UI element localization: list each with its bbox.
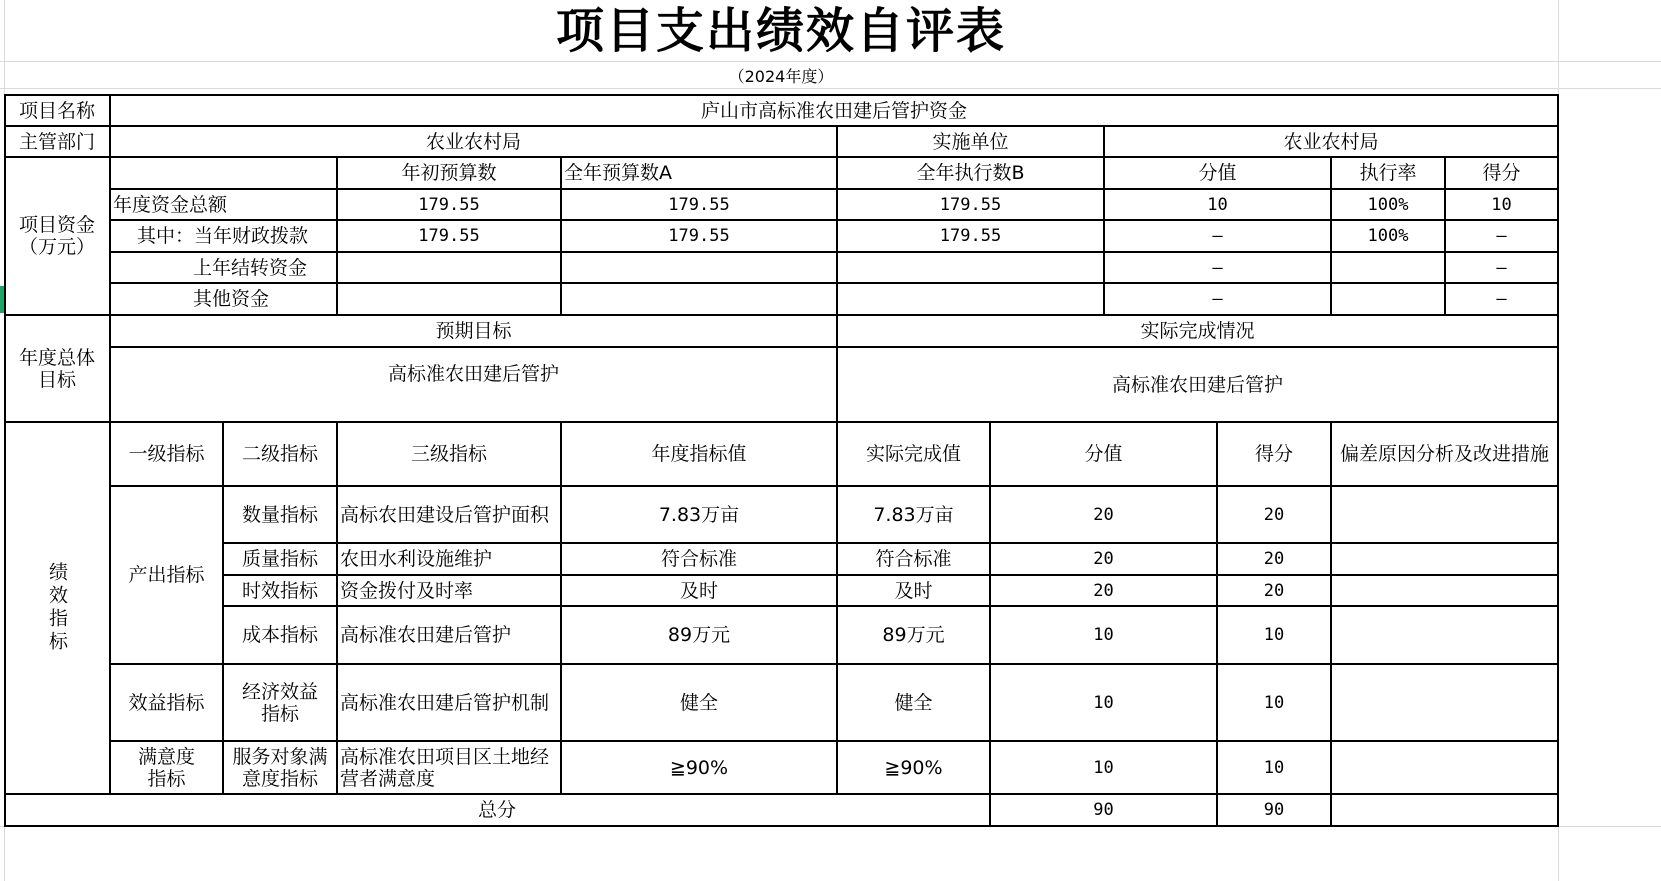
- ind-level2: 服务对象满 意度指标: [232, 745, 328, 790]
- funds-cell-score-value[interactable]: —: [1212, 226, 1223, 246]
- ind-actual[interactable]: 符合标准: [875, 548, 952, 570]
- ind-score-value[interactable]: 10: [1093, 625, 1114, 645]
- funds-cell-executed[interactable]: [837, 283, 1104, 315]
- total-note[interactable]: [1331, 794, 1558, 826]
- ind-score-value[interactable]: 10: [1093, 692, 1114, 713]
- ind-actual[interactable]: 89万元: [882, 624, 945, 646]
- funds-cell-rate[interactable]: 100%: [1367, 226, 1409, 246]
- goals-label: 年度总体 目标: [18, 346, 95, 391]
- ind-level3: 资金拨付及时率: [340, 579, 474, 602]
- funds-row-label: 上年结转资金: [193, 256, 308, 279]
- funds-label: 项目资金 （万元）: [18, 214, 95, 258]
- funds-cell-score[interactable]: —: [1496, 289, 1507, 309]
- ind-actual[interactable]: 健全: [894, 691, 933, 714]
- funds-cell-initial[interactable]: [337, 283, 561, 315]
- ind-note[interactable]: [1331, 606, 1558, 664]
- funds-cell-score-value[interactable]: —: [1212, 289, 1223, 309]
- funds-cell-initial[interactable]: 179.55: [418, 226, 480, 246]
- ind-score[interactable]: 20: [1263, 549, 1285, 569]
- page-subtitle: （2024年度）: [728, 67, 834, 86]
- funds-cell-rate[interactable]: [1331, 252, 1445, 283]
- funds-header-score: 得分: [1482, 161, 1521, 184]
- ind-header-level1: 一级指标: [128, 443, 205, 465]
- funds-header-initial: 年初预算数: [401, 161, 497, 184]
- ind-header-level2: 二级指标: [241, 443, 318, 465]
- ind-score[interactable]: 20: [1263, 580, 1285, 601]
- ind-score[interactable]: 10: [1263, 692, 1285, 713]
- ind-actual[interactable]: ≧90%: [884, 756, 943, 779]
- ind-target[interactable]: 及时: [679, 579, 718, 602]
- ind-header-score: 得分: [1254, 443, 1293, 465]
- impl-value[interactable]: 农业农村局: [1283, 130, 1379, 153]
- ind-level2: 经济效益 指标: [241, 680, 318, 725]
- ind-target[interactable]: 89万元: [667, 624, 731, 646]
- funds-row-label: 其中：当年财政拨款: [137, 225, 309, 247]
- funds-header-annual: 全年预算数A: [564, 161, 672, 184]
- total-score[interactable]: 90: [1263, 800, 1285, 820]
- funds-cell-annual[interactable]: 179.55: [668, 194, 730, 215]
- funds-row-label: 年度资金总额: [113, 193, 228, 216]
- dept-label: 主管部门: [18, 130, 95, 153]
- ind-header-target: 年度指标值: [651, 443, 747, 465]
- ind-header-actual: 实际完成值: [865, 443, 961, 465]
- ind-level2: 数量指标: [241, 503, 318, 526]
- funds-cell-executed[interactable]: [837, 252, 1104, 283]
- ind-score-value[interactable]: 10: [1093, 757, 1114, 778]
- ind-note[interactable]: [1331, 486, 1558, 543]
- ind-target[interactable]: 7.83万亩: [658, 503, 740, 526]
- ind-note[interactable]: [1331, 664, 1558, 741]
- funds-header-executed: 全年执行数B: [916, 161, 1025, 184]
- goals-actual-header: 实际完成情况: [1140, 320, 1255, 342]
- ind-level1-output: 产出指标: [128, 564, 205, 586]
- ind-score-value[interactable]: 20: [1093, 504, 1114, 525]
- funds-cell-score[interactable]: 10: [1491, 194, 1512, 215]
- ind-score-value[interactable]: 20: [1093, 580, 1114, 601]
- ind-score[interactable]: 10: [1263, 625, 1285, 645]
- project-name-label: 项目名称: [18, 99, 95, 122]
- funds-cell-executed[interactable]: 179.55: [939, 226, 1002, 246]
- funds-cell-rate[interactable]: 100%: [1367, 194, 1409, 215]
- ind-header-level3: 三级指标: [410, 443, 487, 465]
- ind-level1-benefit: 效益指标: [128, 691, 205, 714]
- ind-actual[interactable]: 及时: [894, 579, 933, 602]
- total-label: 总分: [477, 799, 516, 821]
- indicators-label: 绩效指标: [46, 562, 68, 654]
- project-name-value[interactable]: 庐山市高标准农田建后管护资金: [700, 99, 967, 122]
- ind-note[interactable]: [1331, 741, 1558, 794]
- funds-header-score-value: 分值: [1198, 161, 1237, 184]
- ind-note[interactable]: [1331, 575, 1558, 606]
- ind-level2: 质量指标: [241, 548, 318, 570]
- funds-cell-score[interactable]: —: [1496, 226, 1507, 246]
- ind-target[interactable]: 健全: [679, 691, 718, 714]
- ind-level2: 时效指标: [241, 579, 318, 602]
- ind-level1-satisfaction: 满意度 指标: [137, 745, 195, 790]
- funds-cell-score[interactable]: —: [1496, 257, 1507, 278]
- funds-cell-annual[interactable]: [561, 283, 837, 315]
- ind-score-value[interactable]: 20: [1093, 549, 1114, 569]
- ind-target[interactable]: ≧90%: [669, 756, 729, 779]
- funds-cell-rate[interactable]: [1331, 283, 1445, 315]
- ind-header-note: 偏差原因分析及改进措施: [1339, 443, 1549, 465]
- ind-score[interactable]: 10: [1263, 757, 1285, 778]
- impl-label: 实施单位: [932, 130, 1009, 153]
- ind-header-score-value: 分值: [1084, 443, 1123, 465]
- dept-value[interactable]: 农业农村局: [425, 130, 521, 153]
- goals-expected-header: 预期目标: [435, 320, 512, 342]
- ind-level3: 高标农田建设后管护面积: [340, 503, 550, 526]
- ind-level3: 高标准农田建后管护: [340, 624, 512, 646]
- ind-actual[interactable]: 7.83万亩: [873, 503, 954, 526]
- funds-cell-score-value[interactable]: 10: [1207, 194, 1228, 215]
- ind-level3: 高标准农田项目区土地经 营者满意度: [340, 745, 550, 790]
- funds-cell-initial[interactable]: 179.55: [418, 194, 480, 215]
- ind-note[interactable]: [1331, 543, 1558, 575]
- funds-row-label: 其他资金: [193, 288, 270, 310]
- total-score-value[interactable]: 90: [1093, 800, 1114, 820]
- funds-cell-annual[interactable]: 179.55: [668, 226, 730, 246]
- goals-expected-text[interactable]: 高标准农田建后管护: [387, 363, 559, 385]
- funds-cell-score-value[interactable]: —: [1212, 257, 1223, 278]
- funds-cell-initial[interactable]: [337, 252, 561, 283]
- funds-header-rate: 执行率: [1359, 161, 1417, 184]
- ind-level3: 高标准农田建后管护机制: [340, 691, 550, 714]
- ind-target[interactable]: 符合标准: [660, 548, 737, 570]
- ind-score[interactable]: 20: [1263, 504, 1285, 525]
- ind-level2: 成本指标: [241, 624, 318, 646]
- funds-cell-executed[interactable]: 179.55: [939, 194, 1002, 215]
- funds-cell-annual[interactable]: [561, 252, 837, 283]
- page-title: 项目支出绩效自评表: [555, 3, 1006, 59]
- ind-level3: 农田水利设施维护: [340, 548, 493, 570]
- goals-actual-text[interactable]: 高标准农田建后管护: [1111, 373, 1283, 396]
